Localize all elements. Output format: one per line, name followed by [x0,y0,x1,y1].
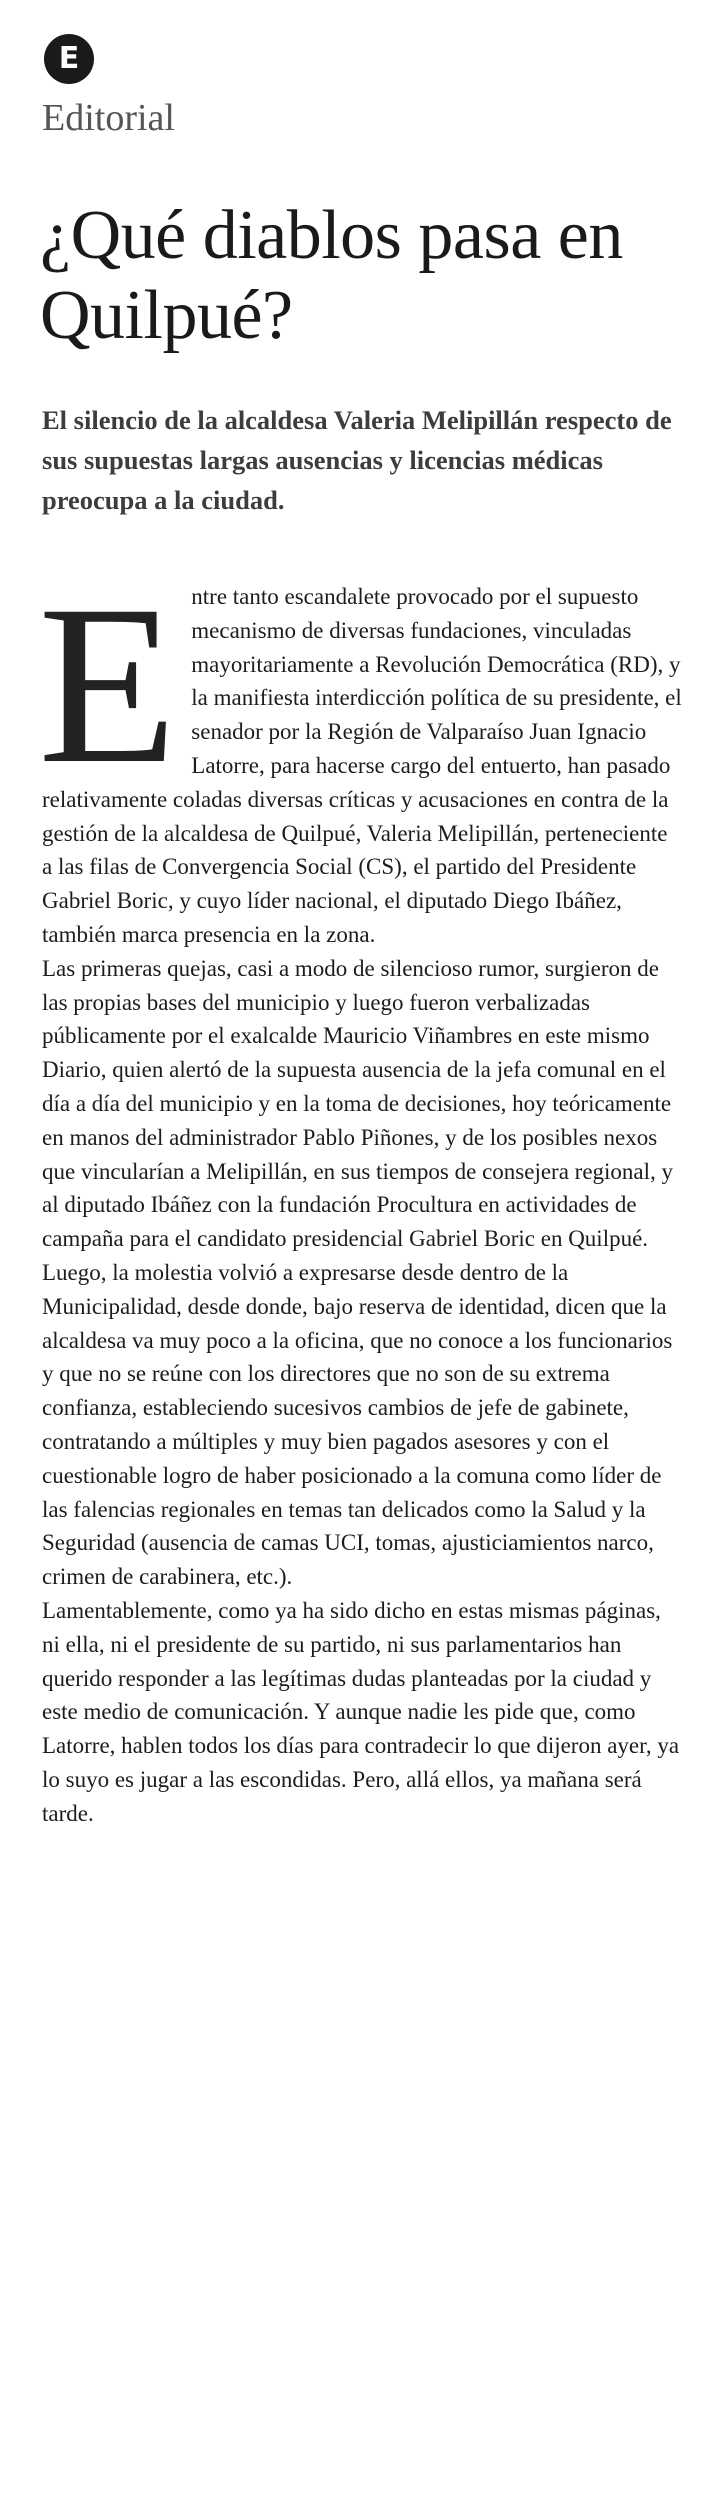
paragraph-text: ntre tanto escandalete provocado por el supuesto mecanismo de diversas fundaciones, vinculadas mayoritariamente a Revolución Democrática (RD), y la manifiesta interdicción política de su presidente, el senador por la Región de Valparaíso Juan Ignacio Latorre, para hacerse cargo del entuerto, han pasado relativamente coladas diversas críticas y acusaciones en contra de la gestión de la alcaldesa de Quilpué, Valeria Melipillán, perteneciente a las filas de Convergencia Social (CS), el partido del Presidente Gabriel Boric, y cuyo líder nacional, el diputado Diego Ibáñez, también marca presencia en la zona. [42,584,682,947]
paragraph: Las primeras quejas, casi a modo de silencioso rumor, surgieron de las propias bases del municipio y luego fueron verbalizadas públicamente por el exalcalde Mauricio Viñambres en este mismo Diario, quien alertó de la supuesta ausencia de la jefa comunal en el día a día del municipio y en la toma de decisiones, hoy teóricamente en manos del administrador Pablo Piñones, y de los posibles nexos que vincularían a Melipillán, en sus tiempos de consejera regional, y al diputado Ibáñez con la fundación Procultura en actividades de campaña para el candidato presidencial Gabriel Boric en Quilpué. [42,955,674,1252]
drop-cap: E [38,559,178,811]
deck: El silencio de la alcaldesa Valeria Melipillán respecto de sus supuestas largas ausencias y licencias médicas preocupa a la ciudad. [42,405,672,515]
paragraph [38,559,682,952]
article-body [38,559,682,1830]
editorial-badge: E [44,34,94,84]
headline: ¿Qué diablos pasa en Quilpué? [40,197,623,354]
paragraph: Luego, la molestia volvió a expresarse desde dentro de la Municipalidad, desde donde, bajo reserva de identidad, dicen que la alcaldesa va muy poco a la oficina, que no conoce a los funcionarios y que no se reúne con los directores que no son de su extrema confianza, estableciendo sucesivos cambios de jefe de gabinete, contratando a múltiples y muy bien pagados asesores y con el cuestionable logro de haber posicionado a la comuna como líder de las falencias regionales en temas tan delicados como la Salud y la Seguridad (ausencia de camas UCI, tomas, ajusticiamientos narco, crimen de carabinera, etc.). [42,1259,673,1590]
section-label: Editorial [42,97,175,139]
paragraph: Lamentablemente, como ya ha sido dicho en estas mismas páginas, ni ella, ni el presidente de su partido, ni sus parlamentarios han querido responder a las legítimas dudas planteadas por la ciudad y este medio de comunicación. Y aunque nadie les pide que, como Latorre, hablen todos los días para contradecir lo que dijeron ayer, ya lo suyo es jugar a las escondidas. Pero, allá ellos, ya mañana será tarde. [42,1597,680,1826]
